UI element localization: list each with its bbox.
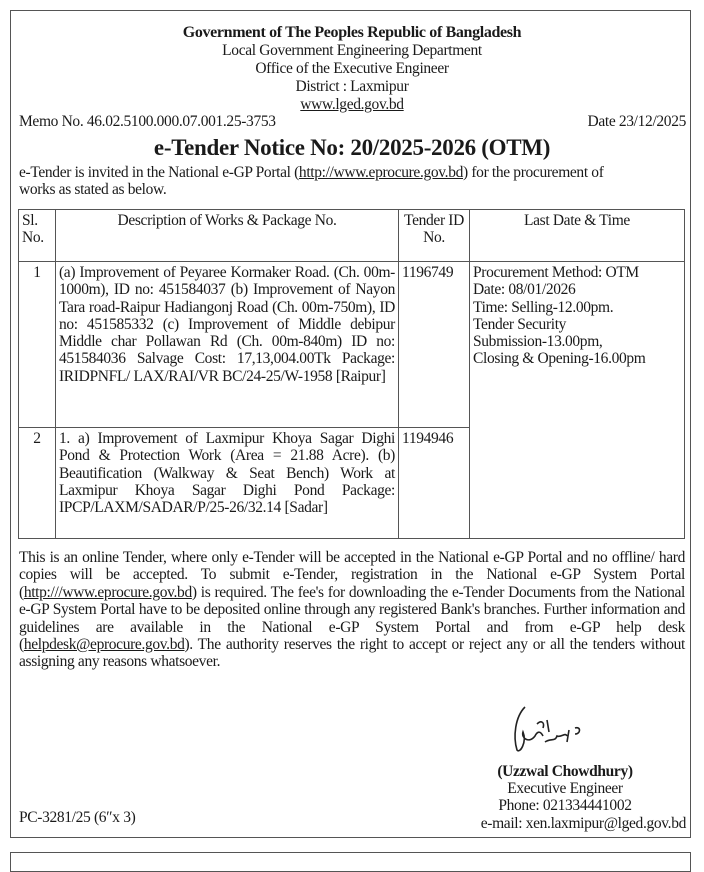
signatory-name: (Uzzwal Chowdhury) <box>497 763 633 780</box>
col-sl: Sl. No. <box>19 210 56 262</box>
tender-id-cell: 1196749 <box>399 262 470 428</box>
signatory-designation: Executive Engineer <box>507 780 623 797</box>
col-last-date: Last Date & Time <box>470 210 685 262</box>
signatory-phone: Phone: 021334441002 <box>498 797 632 814</box>
security-label: Tender Security <box>473 315 567 333</box>
pc-code: PC-3281/25 (6″x 3) <box>19 809 136 826</box>
eprocure-link-2[interactable]: http:///www.eprocure.gov.bd <box>23 583 192 601</box>
helpdesk-email-link[interactable]: helpdesk@eprocure.gov.bd <box>23 636 185 654</box>
col-description: Description of Works & Package No. <box>56 210 399 262</box>
description-cell: (a) Improvement of Peyaree Kormaker Road. (Ch. 00m-1000m), ID no: 451584037 (b) Improvement of Nayon Tara road-Raipur Hadiangonj Road (Ch. 00m-750m), ID no: 451585332 (c) Improvement of Middle debipur Middle char Pollawan Rd (Ch. 00m-840m) ID no: 451584036 Salvage Cost: 17,13,004.00Tk Package: IRIDPNFL/ LAX/RAI/VR BC/24-25/W-1958 [Raipur] <box>56 262 399 428</box>
col-tender-id: Tender ID No. <box>399 210 470 262</box>
website-link[interactable]: www.lged.gov.bd <box>300 96 404 113</box>
office-name: Office of the Executive Engineer <box>255 60 449 77</box>
sl-cell: 1 <box>19 262 56 428</box>
procurement-method: Procurement Method: OTM <box>473 264 639 281</box>
closing-time: Closing & Opening-16.00pm <box>473 350 646 368</box>
sl-cell: 2 <box>19 428 56 539</box>
table-row <box>19 262 685 428</box>
description-cell: 1. a) Improvement of Laxmipur Khoya Sagar Dighi Pond & Protection Work (Area = 21.88 Acre). (b) Beautification (Walkway & Seat Bench) Work at Laxmipur Khoya Sagar Dighi Pond Package: IPCP/LAXM/SADAR/P/25-26/32.14 [Sadar] <box>56 428 399 539</box>
department-name: Local Government Engineering Department <box>222 42 482 59</box>
last-date-cell <box>470 262 685 539</box>
tender-id-cell: 1194946 <box>399 428 470 539</box>
intro-text: e-Tender is invited in the National e-GP Portal (http://www.eprocure.gov.bd) for the procurement of works as stated as below. <box>19 164 604 198</box>
signature-image <box>505 702 595 757</box>
memo-number: Memo No. 46.02.5100.000.07.001.25-3753 <box>19 113 276 130</box>
next-notice-border <box>10 852 691 872</box>
last-date: Date: 08/01/2026 <box>473 281 576 299</box>
submission-time: Submission-13.00pm, <box>473 333 603 351</box>
notice-title: e-Tender Notice No: 20/2025-2026 (OTM) <box>153 135 551 160</box>
tender-table <box>18 209 685 539</box>
government-heading: Government of The Peoples Republic of Bangladesh <box>182 24 522 41</box>
signatory-email: e-mail: xen.laxmipur@lged.gov.bd <box>480 815 686 832</box>
district-name: District : Laxmipur <box>295 78 409 95</box>
terms-paragraph: This is an online Tender, where only e-Tender will be accepted in the National e-GP Portal and no offline/ hard copies will be accepted. To submit e-Tender, registration in the National e-GP System Portal (http:///www.eprocure.gov.bd) is required. The fee's for downloading the e-Tender Documents from the National e-GP System Portal have to be deposited online through any registered Bank's branches. Further information and guidelines are available in the National e-GP System Portal and from e-GP help desk (helpdesk@eprocure.gov.bd). The authority reserves the right to accept or reject any or all the tenders without assigning any reasons whatsoever. <box>19 549 685 671</box>
notice-date: Date 23/12/2025 <box>587 113 686 130</box>
table-header-row <box>19 210 685 262</box>
eprocure-link[interactable]: http://www.eprocure.gov.bd <box>298 164 464 181</box>
selling-time: Time: Selling-12.00pm. <box>473 298 614 316</box>
